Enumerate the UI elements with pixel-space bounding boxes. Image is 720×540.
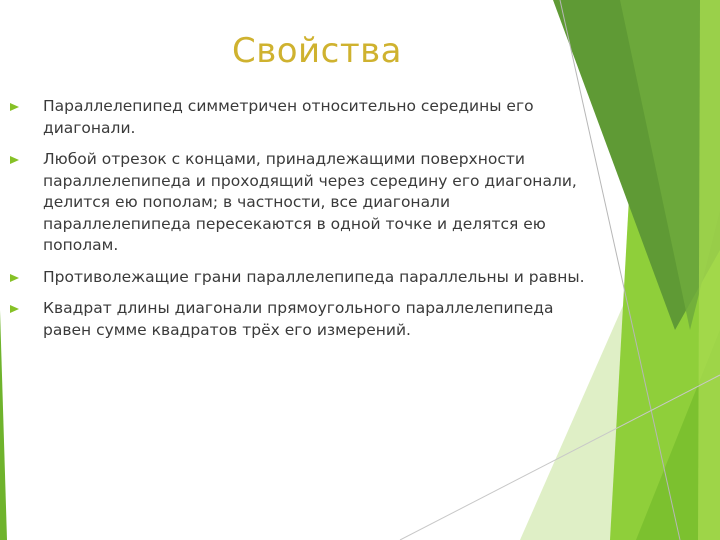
left-edge-sliver [0, 310, 7, 540]
bullet-arrow-icon [10, 274, 19, 282]
bright-green-wedge [698, 0, 720, 540]
bullet-text: Квадрат длины диагонали прямоугольного параллелепипеда равен сумме квадратов трёх его измерений. [43, 299, 554, 339]
slide-title: Свойства [231, 31, 403, 71]
bullet-arrow-icon [10, 305, 19, 313]
bullet-text: Параллелепипед симметричен относительно середины его диагонали. [43, 97, 534, 137]
bullet-text: Противолежащие грани параллелепипеда параллельны и равны. [43, 267, 585, 286]
bullet-item [10, 267, 590, 289]
bullet-arrow-icon [10, 156, 19, 164]
bullet-list [10, 96, 590, 351]
bullet-arrow-icon [10, 103, 19, 111]
bullet-text: Любой отрезок с концами, принадлежащими поверхности параллелепипеда и проходящий через середину его диагонали, делится ею пополам; в частности, все диагонали параллелепипеда пересекаются в одной точке и делятся ею пополам. [43, 150, 577, 254]
bullet-item [10, 298, 590, 341]
bullet-item [10, 149, 590, 257]
bullet-item [10, 96, 590, 139]
